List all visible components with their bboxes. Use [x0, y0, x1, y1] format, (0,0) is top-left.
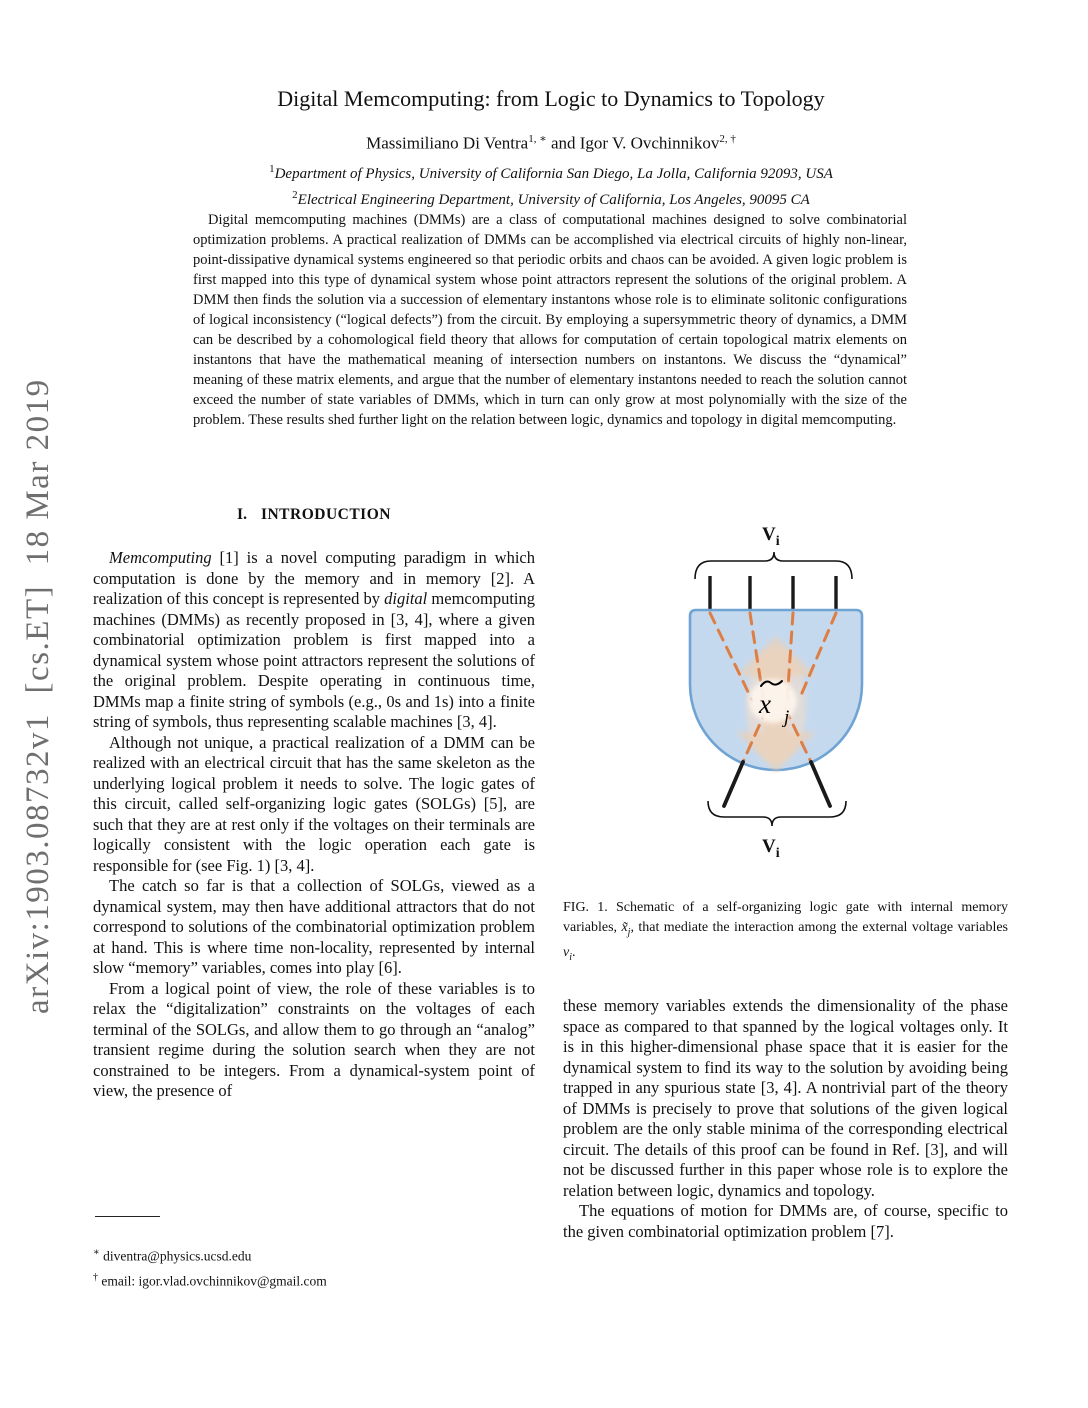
section-title: INTRODUCTION: [260, 506, 391, 523]
solg-figure: [600, 500, 960, 860]
paper-title: Digital Memcomputing: from Logic to Dynamics to Topology: [277, 86, 825, 111]
bottom-brace: [708, 801, 846, 826]
footnotes: [93, 1242, 535, 1291]
author-2-marker: 2, †: [719, 133, 736, 145]
voltage-label-bottom: $V_i$: [762, 836, 780, 860]
top-brace: [695, 552, 852, 579]
affiliations: [95, 159, 1007, 211]
left-column: [93, 548, 535, 1102]
figure-caption: FIG. 1. Schematic of a self-organizing logic gate with internal memory variables, $x̃_j$, that mediate the interaction among the external voltage variables $v_i$.: [563, 900, 1008, 963]
author-1-marker: 1, ∗: [528, 133, 547, 145]
body-paragraph-4: From a logical point of view, the role of these variables is to relax the “digitalization” constraints on the voltages of each terminal of the SOLGs, and allow them to go through an “analog” transient regime during the solution search when they are not constrained to be integers. From a dynamical-system point of view, the presence of: [93, 978, 535, 1100]
section-number: I.: [237, 506, 247, 523]
email-address-1: diventra@physics.ucsd.edu: [103, 1248, 252, 1264]
abstract: Digital memcomputing machines (DMMs) are a class of computational machines designed to solve combinatorial optimization problems. A practical realization of DMMs can be accomplished via electrical circuits of highly non-linear, point-dissipative dynamical systems engineered so that periodic orbits and chaos can be avoided. A given logic problem is first mapped into this type of dynamical system whose point attractors represent the solutions of the original problem. A DMM then finds the solution via a succession of elementary instantons whose role is to eliminate solitonic configurations of logical inconsistency (“logical defects”) from the circuit. By employing a supersymmetric theory of dynamics, a DMM can be described by a cohomological field theory that allows for computation of certain topological matrix elements on instantons that have the mathematical meaning of intersection numbers on instantons. We discuss the “dynamical” meaning of these matrix elements, and argue that the number of elementary instantons needed to reach the solution cannot exceed the number of state variables of DMMs, which in turn can only grow at most polynomially with the size of the problem. These results shed further light on the relation between logic, dynamics and topology in digital memcomputing.: [193, 212, 907, 428]
right-column: [563, 996, 1008, 1242]
footnote-email-1: ∗ diventra@physics.ucsd.edu: [93, 1247, 252, 1264]
affiliation-2: $^2$Electrical Engineering Department, University of California, Los Angeles, 90095 CA: [292, 189, 810, 208]
body-paragraph-2: Although not unique, a practical realization of a DMM can be realized with an electrical circuit that has the same skeleton as the underlying logical problem it needs to solve. The logic gates of this circuit, called self-organizing logic gates (SOLGs) [5], are such that they are at rest only if the voltages on their terminals are logically consistent with the logic operation each gate is responsible for (see Fig. 1) [3, 4].: [93, 732, 535, 875]
author-1: Massimiliano Di Ventra: [366, 133, 529, 153]
footnote-separator-rule: [95, 1216, 160, 1217]
body-paragraph-3: The catch so far is that a collection of SOLGs, viewed as a dynamical system, may then have additional attractors that do not correspond to solutions of the combinatorial optimization problem at hand. This is where time non-locality, represented by internal slow “memory” variables, comes into play [6].: [93, 876, 535, 977]
body-paragraph-1: Memcomputing [1] is a novel computing paradigm in which computation is done by the memory and in memory [2]. A realization of this concept is represented by digital memcomputing machines (DMMs) as recently proposed in [3, 4], where a given combinatorial optimization problem is first mapped into a dynamical system whose point attractors represent the solutions of the original problem. Despite operating in continuous time, DMMs map a finite string of symbols (e.g., 0s and 1s) into a finite string of symbols, thus representing scalable machines [3, 4].: [93, 548, 535, 731]
author-2: and Igor V. Ovchinnikov: [546, 133, 720, 153]
section-heading-introduction: [93, 506, 535, 524]
voltage-label-top: $V_i$: [762, 524, 780, 549]
arxiv-watermark: arXiv:1903.08732v1 [cs.ET] 18 Mar 2019: [20, 378, 56, 1014]
body-paragraph-5: these memory variables extends the dimensionality of the phase space as compared to that spanned by the logical voltages only. It is in this higher-dimensional phase space that it is easier for the dynamical system to find its way to the solution by avoiding being trapped in any spurious state [3, 4]. A nontrivial part of the theory of DMMs is precisely to prove that solutions of the given logical problem are the only stable minima of the corresponding electrical circuit. The details of this proof can be found in Ref. [3], and will not be discussed further in this paper whose role is to explore the relation between logic, dynamics and topology.: [563, 996, 1008, 1200]
input-terminals: [710, 576, 836, 612]
affiliation-1: $^1$Department of Physics, University of California San Diego, La Jolla, California 92093, USA: [269, 163, 833, 182]
body-paragraph-6: The equations of motion for DMMs are, of course, specific to the given combinatorial optimization problem [7].: [563, 1201, 1008, 1241]
authors-line: [95, 132, 1007, 154]
email-address-2: email: igor.vlad.ovchinnikov@gmail.com: [101, 1273, 327, 1288]
footnote-email-2: † email: igor.vlad.ovchinnikov@gmail.com: [93, 1271, 327, 1288]
svg-text:x: x: [759, 689, 771, 719]
svg-text:j: j: [784, 707, 790, 728]
